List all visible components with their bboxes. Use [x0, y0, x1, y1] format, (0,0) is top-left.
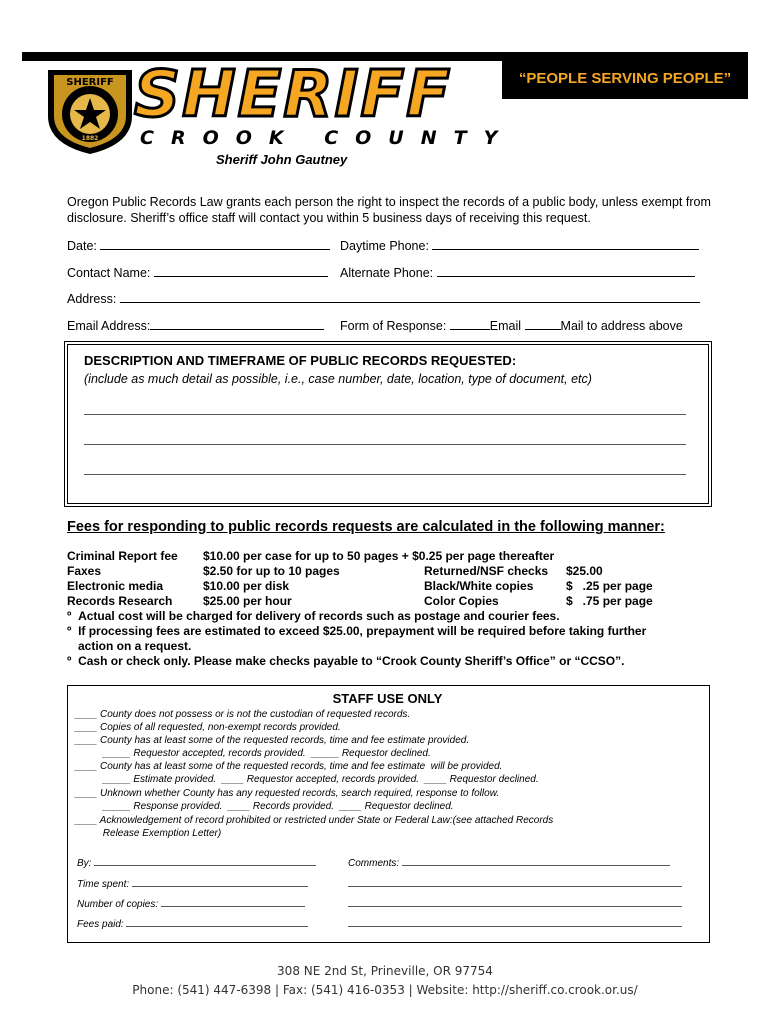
comments-label: Comments: — [348, 858, 400, 869]
date-label: Date: — [67, 239, 97, 253]
fee-label: Electronic media — [67, 579, 164, 593]
email-label: Email Address: — [67, 319, 151, 333]
badge-year-text: 1882 — [81, 135, 99, 142]
fee-value: $10.00 per case for up to 50 pages + $0.25 per page thereafter — [203, 549, 555, 563]
fee-value: $2.50 for up to 10 pages — [203, 564, 340, 578]
fees-heading: Fees for responding to public records requests are calculated in the following manner: — [67, 519, 665, 535]
address-input-line[interactable] — [120, 290, 700, 303]
contact-name-label: Contact Name: — [67, 266, 151, 280]
fee-label: Records Research — [67, 594, 173, 608]
county-wordmark: CROOK COUNTY — [140, 127, 515, 149]
contact-name-input-line[interactable] — [154, 264, 328, 277]
sheriff-badge-logo — [40, 66, 140, 156]
description-line-3[interactable] — [84, 474, 686, 475]
fee-value-2: $ .25 per page — [566, 579, 653, 593]
staff-line: _____ Estimate provided. ____ Requestor accepted, records provided. ____ Requestor declined. — [75, 774, 539, 785]
by-input-line[interactable] — [94, 855, 316, 866]
fee-value: $25.00 per hour — [203, 594, 292, 608]
staff-line: ____ County has at least some of the requested records, time and fee estimate provided. — [75, 735, 470, 746]
fee-row-criminal — [67, 549, 554, 564]
staff-comments-row — [348, 855, 670, 870]
daytime-phone-input-line[interactable] — [432, 237, 699, 250]
description-box — [67, 344, 709, 504]
staff-line: ____ Copies of all requested, non-exempt records provided. — [75, 722, 341, 733]
mail-option-label: Mail to address above — [560, 319, 683, 333]
comments-line-3[interactable] — [348, 906, 682, 907]
staff-copies-row — [77, 896, 305, 911]
comments-line-4[interactable] — [348, 926, 682, 927]
staff-line: _____ Requestor accepted, records provided. _____ Requestor declined. — [75, 748, 431, 759]
fee-value-2: $25.00 — [566, 564, 603, 578]
fees-paid-input-line[interactable] — [126, 916, 308, 927]
alternate-phone-row — [340, 264, 695, 281]
date-input-line[interactable] — [100, 237, 330, 250]
fees-paid-label: Fees paid: — [77, 919, 124, 930]
fee-row-electronic — [67, 579, 653, 594]
description-title: DESCRIPTION AND TIMEFRAME OF PUBLIC RECORDS REQUESTED: — [84, 353, 517, 368]
alternate-phone-input-line[interactable] — [437, 264, 695, 277]
intro-paragraph: Oregon Public Records Law grants each person the right to inspect the records of a public body, unless exempt from disclosure. Sheriff’s office staff will contact you within 5 business days of receiving this request. — [67, 195, 711, 225]
mail-option-line[interactable] — [525, 317, 561, 330]
email-option-line[interactable] — [450, 317, 490, 330]
staff-line: ____ County has at least some of the requested records, time and fee estimate will be provided. — [75, 761, 503, 772]
contact-name-row — [67, 264, 328, 281]
date-field-row — [67, 237, 330, 254]
alternate-phone-label: Alternate Phone: — [340, 266, 434, 280]
description-hint: (include as much detail as possible, i.e., case number, date, location, type of document, etc) — [84, 372, 592, 386]
fee-label-2: Black/White copies — [424, 579, 534, 593]
address-label: Address: — [67, 292, 117, 306]
email-option-label: Email — [489, 319, 522, 333]
copies-label: Number of copies: — [77, 899, 159, 910]
fee-row-faxes — [67, 564, 603, 579]
fee-note: º Cash or check only. Please make checks payable to “Crook County Sheriff’s Office” or “CCSO”. — [67, 654, 625, 668]
staff-fees-row — [77, 916, 308, 931]
description-line-2[interactable] — [84, 444, 686, 445]
bullet-icon: º — [67, 624, 72, 638]
staff-line: ____ Acknowledgement of record prohibited or restricted under State or Federal Law:(see attached Records — [75, 815, 554, 826]
brand-wordmark: SHERIFF — [134, 58, 452, 132]
staff-line: ____ County does not possess or is not the custodian of requested records. — [75, 709, 411, 720]
fee-note: º If processing fees are estimated to exceed $25.00, prepayment will be required before taking further — [67, 624, 647, 638]
email-row — [67, 317, 324, 334]
copies-input-line[interactable] — [161, 896, 305, 907]
time-spent-label: Time spent: — [77, 879, 130, 890]
fee-label: Faxes — [67, 564, 102, 578]
daytime-phone-label: Daytime Phone: — [340, 239, 429, 253]
fee-label-2: Returned/NSF checks — [424, 564, 549, 578]
fee-value: $10.00 per disk — [203, 579, 290, 593]
fee-note: º Actual cost will be charged for delivery of records such as postage and courier fees. — [67, 609, 560, 623]
description-line-1[interactable] — [84, 414, 686, 415]
form-of-response-row — [340, 317, 683, 334]
staff-use-title: STAFF USE ONLY — [332, 691, 443, 706]
footer-address: 308 NE 2nd St, Prineville, OR 97754 — [277, 964, 493, 978]
fee-label: Criminal Report fee — [67, 549, 178, 563]
daytime-phone-row — [340, 237, 699, 254]
bullet-icon: º — [67, 609, 72, 623]
time-spent-input-line[interactable] — [132, 876, 308, 887]
sheriff-name: Sheriff John Gautney — [216, 152, 348, 167]
comments-line-2[interactable] — [348, 886, 682, 887]
staff-line: _____ Response provided. ____ Records provided. ____ Requestor declined. — [75, 801, 454, 812]
staff-time-row — [77, 876, 308, 891]
fee-row-research — [67, 594, 653, 609]
email-input-line[interactable] — [150, 317, 324, 330]
bullet-icon: º — [67, 654, 72, 668]
form-of-response-label: Form of Response: — [340, 319, 447, 333]
footer-contact: Phone: (541) 447-6398 | Fax: (541) 416-0353 | Website: http://sheriff.co.crook.or.us/ — [132, 983, 638, 997]
badge-top-text: SHERIFF — [66, 77, 114, 88]
fee-value-2: $ .75 per page — [566, 594, 653, 608]
staff-line: Release Exemption Letter) — [75, 828, 222, 839]
staff-by-row — [77, 855, 316, 870]
by-label: By: — [77, 858, 92, 869]
fee-note-continued: action on a request. — [78, 639, 192, 653]
fee-label-2: Color Copies — [424, 594, 499, 608]
address-row — [67, 290, 700, 307]
tagline: “PEOPLE SERVING PEOPLE” — [518, 70, 732, 87]
staff-line: ____ Unknown whether County has any requested records, search required, response to follow. — [75, 788, 500, 799]
comments-input-line[interactable] — [402, 855, 670, 866]
